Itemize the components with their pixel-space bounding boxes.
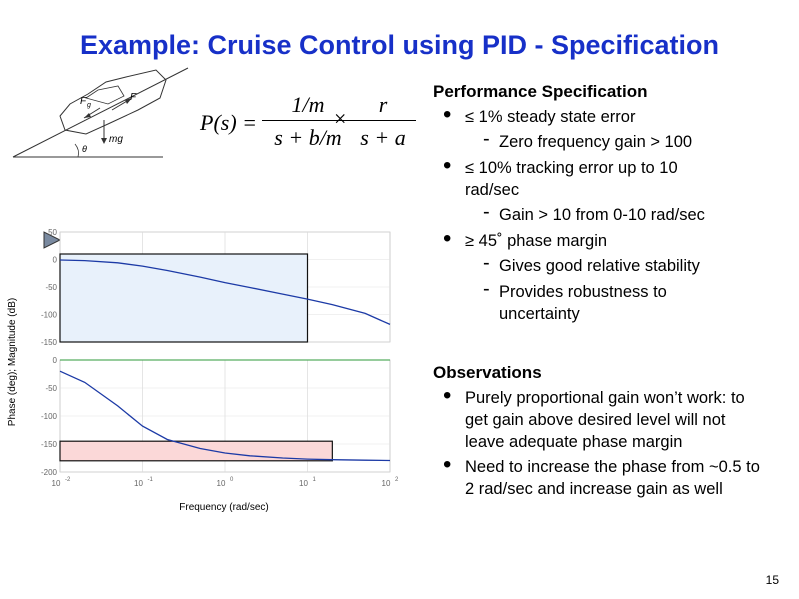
perf-subitem-1-1: - Zero frequency gain > 100 (433, 131, 793, 153)
phase-panel (41, 356, 399, 488)
eq-frac-bar2 (350, 120, 416, 121)
x-tick-exponent: 0 (230, 477, 234, 483)
page-number: 15 (765, 573, 779, 587)
phase-y-tick-label: -50 (45, 384, 57, 393)
magnitude-y-tick-label: 50 (48, 228, 57, 237)
y-axis-label: Phase (deg); Magnitude (dB) (7, 297, 18, 427)
magnitude-y-tick-label: -150 (40, 338, 57, 347)
car-incline-diagram (8, 60, 193, 165)
x-axis-label: Frequency (rad/sec) (179, 502, 269, 513)
phase-y-tick-label: 0 (52, 356, 57, 365)
bode-plot (0, 220, 420, 520)
obs-item-2: • Need to increase the phase from ~0.5 to 2 rad/sec and increase gain as well (433, 456, 765, 500)
performance-list (433, 106, 793, 325)
perf-item-3: • ≥ 45˚ phase margin (433, 230, 793, 252)
x-tick-label: 10 (381, 479, 391, 488)
mg-label: mg (109, 134, 123, 145)
x-tick-exponent: 2 (395, 477, 399, 483)
f-label: F (130, 92, 137, 103)
magnitude-y-tick-label: -50 (45, 283, 57, 292)
magnitude-panel (41, 228, 390, 347)
x-tick-label: 10 (51, 479, 61, 488)
phase-y-tick-label: -200 (40, 468, 57, 477)
magnitude-spec-box (60, 254, 308, 342)
eq-times: × (334, 106, 347, 131)
observations-list (433, 387, 793, 500)
x-tick-exponent: 1 (312, 477, 316, 483)
perf-subitem-3-2: - Provides robustness to uncertainty (433, 281, 709, 325)
eq-den2: s + a (360, 125, 406, 150)
magnitude-y-tick-label: -100 (40, 310, 57, 320)
eq-den1: s + b/m (274, 125, 342, 150)
phase-y-tick-label: -100 (40, 412, 57, 421)
x-tick-label: 10 (134, 479, 143, 488)
x-tick-exponent: -2 (65, 477, 71, 483)
phase-y-tick-label: -150 (40, 440, 57, 449)
perf-subitem-3-1: - Gives good relative stability (433, 255, 793, 277)
obs-item-1: • Purely proportional gain won’t work: to get gain above desired level will not leave adequate phase margin (433, 387, 765, 453)
perf-item-2: • ≤ 10% tracking error up to 10 rad/sec (433, 157, 725, 201)
fg-subscript: g (87, 102, 91, 109)
theta-label: θ (82, 144, 87, 154)
perf-item-1: • ≤ 1% steady state error (433, 106, 793, 128)
fg-label: F (80, 96, 87, 107)
eq-num1: 1/m (291, 92, 325, 117)
x-tick-label: 10 (216, 479, 226, 488)
slide-title: Example: Cruise Control using PID - Specification (79, 30, 720, 60)
x-tick-label: 10 (299, 479, 308, 488)
spec-column (433, 82, 793, 503)
magnitude-y-tick-label: 0 (52, 255, 57, 265)
performance-heading: Performance Specification (433, 82, 648, 101)
perf-subitem-2-1: - Gain > 10 from 0-10 rad/sec (433, 204, 793, 226)
x-tick-exponent: -1 (147, 477, 153, 483)
observations-heading: Observations (433, 363, 542, 382)
eq-num2: r (378, 92, 388, 117)
eq-lhs: P(s) = (200, 110, 257, 135)
